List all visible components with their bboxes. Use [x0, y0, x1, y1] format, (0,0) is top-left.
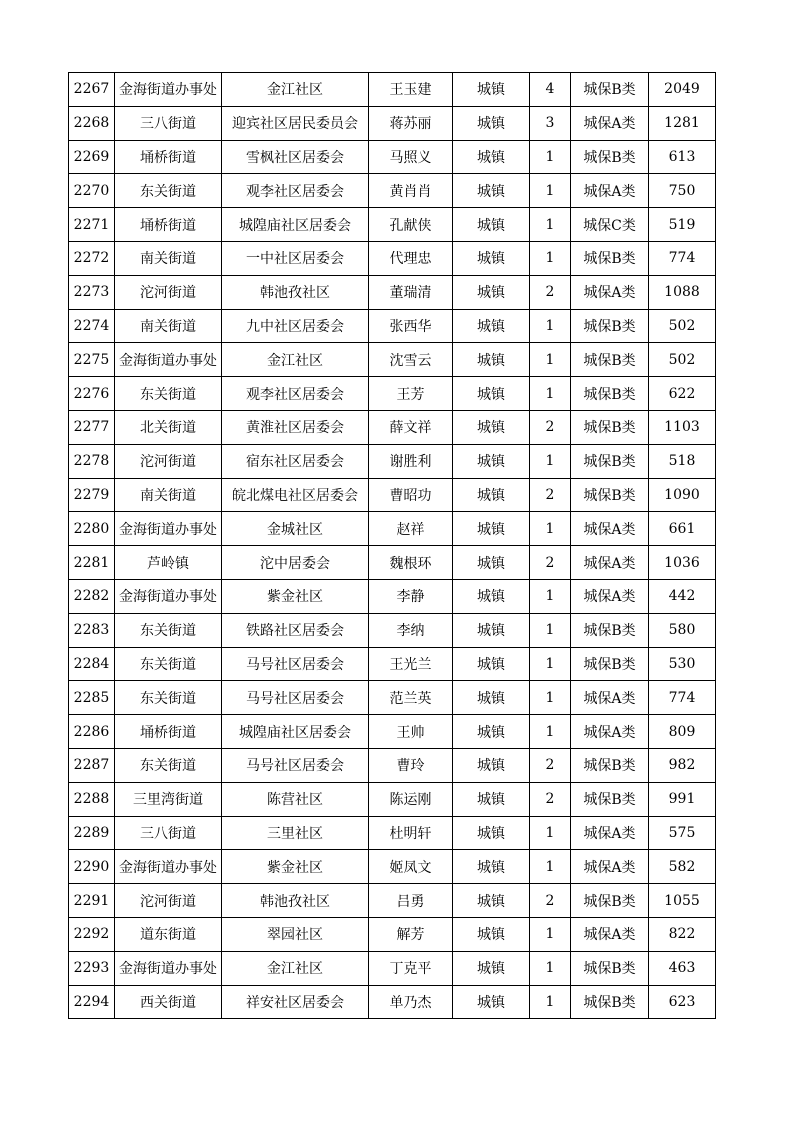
row-number-cell: 2280 [69, 512, 115, 546]
row-number-cell: 2273 [69, 275, 115, 309]
area-type-cell: 城镇 [453, 782, 530, 816]
category-cell: 城保B类 [571, 241, 649, 275]
table-row [69, 343, 716, 377]
community-cell: 祥安社区居委会 [222, 985, 369, 1019]
street-cell: 埇桥街道 [115, 140, 222, 174]
household-count-cell: 1 [530, 647, 571, 681]
category-cell: 城保B类 [571, 444, 649, 478]
area-type-cell: 城镇 [453, 377, 530, 411]
row-number-cell: 2269 [69, 140, 115, 174]
category-cell: 城保B类 [571, 343, 649, 377]
street-cell: 东关街道 [115, 174, 222, 208]
table-row [69, 917, 716, 951]
name-cell: 吕勇 [369, 884, 453, 918]
row-number-cell: 2272 [69, 241, 115, 275]
category-cell: 城保A类 [571, 579, 649, 613]
row-number-cell: 2292 [69, 917, 115, 951]
table-row [69, 884, 716, 918]
table-row [69, 951, 716, 985]
category-cell: 城保B类 [571, 782, 649, 816]
household-count-cell: 2 [530, 275, 571, 309]
table-row [69, 985, 716, 1019]
name-cell: 范兰英 [369, 681, 453, 715]
amount-cell: 774 [649, 241, 716, 275]
amount-cell: 580 [649, 613, 716, 647]
street-cell: 芦岭镇 [115, 546, 222, 580]
household-count-cell: 2 [530, 748, 571, 782]
table-row [69, 816, 716, 850]
name-cell: 谢胜利 [369, 444, 453, 478]
table-row [69, 782, 716, 816]
community-cell: 皖北煤电社区居委会 [222, 478, 369, 512]
community-cell: 马号社区居委会 [222, 681, 369, 715]
amount-cell: 1036 [649, 546, 716, 580]
street-cell: 金海街道办事处 [115, 951, 222, 985]
row-number-cell: 2290 [69, 850, 115, 884]
area-type-cell: 城镇 [453, 579, 530, 613]
name-cell: 陈运刚 [369, 782, 453, 816]
name-cell: 王芳 [369, 377, 453, 411]
name-cell: 李静 [369, 579, 453, 613]
name-cell: 解芳 [369, 917, 453, 951]
row-number-cell: 2274 [69, 309, 115, 343]
category-cell: 城保B类 [571, 985, 649, 1019]
area-type-cell: 城镇 [453, 275, 530, 309]
household-count-cell: 1 [530, 377, 571, 411]
area-type-cell: 城镇 [453, 884, 530, 918]
category-cell: 城保B类 [571, 951, 649, 985]
area-type-cell: 城镇 [453, 174, 530, 208]
amount-cell: 774 [649, 681, 716, 715]
community-cell: 观李社区居委会 [222, 174, 369, 208]
household-count-cell: 1 [530, 985, 571, 1019]
category-cell: 城保B类 [571, 647, 649, 681]
table-row [69, 512, 716, 546]
area-type-cell: 城镇 [453, 850, 530, 884]
table-row [69, 579, 716, 613]
row-number-cell: 2270 [69, 174, 115, 208]
area-type-cell: 城镇 [453, 647, 530, 681]
name-cell: 丁克平 [369, 951, 453, 985]
community-cell: 城隍庙社区居委会 [222, 715, 369, 749]
amount-cell: 530 [649, 647, 716, 681]
area-type-cell: 城镇 [453, 140, 530, 174]
street-cell: 南关街道 [115, 309, 222, 343]
street-cell: 东关街道 [115, 377, 222, 411]
household-count-cell: 1 [530, 140, 571, 174]
community-cell: 金江社区 [222, 951, 369, 985]
area-type-cell: 城镇 [453, 410, 530, 444]
category-cell: 城保A类 [571, 106, 649, 140]
category-cell: 城保B类 [571, 73, 649, 107]
amount-cell: 982 [649, 748, 716, 782]
street-cell: 南关街道 [115, 478, 222, 512]
community-cell: 一中社区居委会 [222, 241, 369, 275]
street-cell: 三八街道 [115, 816, 222, 850]
community-cell: 黄淮社区居委会 [222, 410, 369, 444]
table-row [69, 275, 716, 309]
row-number-cell: 2268 [69, 106, 115, 140]
table-row [69, 208, 716, 242]
name-cell: 董瑞清 [369, 275, 453, 309]
area-type-cell: 城镇 [453, 613, 530, 647]
row-number-cell: 2288 [69, 782, 115, 816]
household-count-cell: 1 [530, 850, 571, 884]
category-cell: 城保B类 [571, 309, 649, 343]
row-number-cell: 2291 [69, 884, 115, 918]
category-cell: 城保A类 [571, 512, 649, 546]
street-cell: 东关街道 [115, 748, 222, 782]
household-count-cell: 1 [530, 444, 571, 478]
community-cell: 九中社区居委会 [222, 309, 369, 343]
area-type-cell: 城镇 [453, 309, 530, 343]
community-cell: 韩池孜社区 [222, 884, 369, 918]
community-cell: 金城社区 [222, 512, 369, 546]
area-type-cell: 城镇 [453, 512, 530, 546]
amount-cell: 1088 [649, 275, 716, 309]
row-number-cell: 2278 [69, 444, 115, 478]
amount-cell: 582 [649, 850, 716, 884]
community-cell: 马号社区居委会 [222, 748, 369, 782]
name-cell: 王玉建 [369, 73, 453, 107]
name-cell: 王光兰 [369, 647, 453, 681]
name-cell: 薛文祥 [369, 410, 453, 444]
row-number-cell: 2277 [69, 410, 115, 444]
table-row [69, 613, 716, 647]
area-type-cell: 城镇 [453, 343, 530, 377]
row-number-cell: 2276 [69, 377, 115, 411]
name-cell: 马照义 [369, 140, 453, 174]
name-cell: 黄肖肖 [369, 174, 453, 208]
amount-cell: 613 [649, 140, 716, 174]
row-number-cell: 2284 [69, 647, 115, 681]
street-cell: 三里湾街道 [115, 782, 222, 816]
table-body [69, 73, 716, 1019]
amount-cell: 661 [649, 512, 716, 546]
street-cell: 南关街道 [115, 241, 222, 275]
street-cell: 沱河街道 [115, 884, 222, 918]
row-number-cell: 2285 [69, 681, 115, 715]
household-count-cell: 1 [530, 241, 571, 275]
name-cell: 姬凤文 [369, 850, 453, 884]
area-type-cell: 城镇 [453, 444, 530, 478]
row-number-cell: 2271 [69, 208, 115, 242]
community-cell: 雪枫社区居委会 [222, 140, 369, 174]
amount-cell: 622 [649, 377, 716, 411]
area-type-cell: 城镇 [453, 106, 530, 140]
street-cell: 金海街道办事处 [115, 512, 222, 546]
name-cell: 赵祥 [369, 512, 453, 546]
category-cell: 城保A类 [571, 681, 649, 715]
category-cell: 城保A类 [571, 917, 649, 951]
name-cell: 李纳 [369, 613, 453, 647]
household-count-cell: 1 [530, 951, 571, 985]
street-cell: 三八街道 [115, 106, 222, 140]
community-cell: 宿东社区居委会 [222, 444, 369, 478]
table-row [69, 174, 716, 208]
household-count-cell: 1 [530, 613, 571, 647]
category-cell: 城保A类 [571, 174, 649, 208]
street-cell: 金海街道办事处 [115, 343, 222, 377]
street-cell: 沱河街道 [115, 275, 222, 309]
street-cell: 东关街道 [115, 647, 222, 681]
row-number-cell: 2287 [69, 748, 115, 782]
row-number-cell: 2283 [69, 613, 115, 647]
amount-cell: 750 [649, 174, 716, 208]
amount-cell: 463 [649, 951, 716, 985]
amount-cell: 809 [649, 715, 716, 749]
area-type-cell: 城镇 [453, 546, 530, 580]
table-row [69, 377, 716, 411]
table-row [69, 241, 716, 275]
community-cell: 观李社区居委会 [222, 377, 369, 411]
name-cell: 杜明轩 [369, 816, 453, 850]
name-cell: 孔献侠 [369, 208, 453, 242]
row-number-cell: 2281 [69, 546, 115, 580]
name-cell: 王帅 [369, 715, 453, 749]
area-type-cell: 城镇 [453, 208, 530, 242]
amount-cell: 442 [649, 579, 716, 613]
amount-cell: 822 [649, 917, 716, 951]
household-count-cell: 1 [530, 715, 571, 749]
amount-cell: 623 [649, 985, 716, 1019]
community-cell: 紫金社区 [222, 579, 369, 613]
table-row [69, 850, 716, 884]
street-cell: 北关街道 [115, 410, 222, 444]
category-cell: 城保B类 [571, 377, 649, 411]
household-count-cell: 2 [530, 410, 571, 444]
household-count-cell: 2 [530, 546, 571, 580]
street-cell: 东关街道 [115, 681, 222, 715]
amount-cell: 518 [649, 444, 716, 478]
table-row [69, 715, 716, 749]
name-cell: 沈雪云 [369, 343, 453, 377]
area-type-cell: 城镇 [453, 478, 530, 512]
category-cell: 城保A类 [571, 275, 649, 309]
table-row [69, 106, 716, 140]
area-type-cell: 城镇 [453, 748, 530, 782]
row-number-cell: 2286 [69, 715, 115, 749]
category-cell: 城保C类 [571, 208, 649, 242]
category-cell: 城保A类 [571, 816, 649, 850]
name-cell: 曹玲 [369, 748, 453, 782]
area-type-cell: 城镇 [453, 917, 530, 951]
table-row [69, 410, 716, 444]
street-cell: 沱河街道 [115, 444, 222, 478]
table-row [69, 140, 716, 174]
street-cell: 东关街道 [115, 613, 222, 647]
household-count-cell: 1 [530, 681, 571, 715]
household-count-cell: 1 [530, 174, 571, 208]
row-number-cell: 2279 [69, 478, 115, 512]
amount-cell: 1103 [649, 410, 716, 444]
street-cell: 金海街道办事处 [115, 579, 222, 613]
name-cell: 单乃杰 [369, 985, 453, 1019]
table-row [69, 748, 716, 782]
amount-cell: 1090 [649, 478, 716, 512]
community-cell: 紫金社区 [222, 850, 369, 884]
name-cell: 魏根环 [369, 546, 453, 580]
amount-cell: 1055 [649, 884, 716, 918]
community-cell: 马号社区居委会 [222, 647, 369, 681]
street-cell: 金海街道办事处 [115, 850, 222, 884]
category-cell: 城保A类 [571, 546, 649, 580]
row-number-cell: 2293 [69, 951, 115, 985]
table-row [69, 444, 716, 478]
household-count-cell: 1 [530, 309, 571, 343]
household-count-cell: 2 [530, 782, 571, 816]
community-cell: 铁路社区居委会 [222, 613, 369, 647]
household-count-cell: 1 [530, 343, 571, 377]
category-cell: 城保B类 [571, 613, 649, 647]
community-cell: 迎宾社区居民委员会 [222, 106, 369, 140]
category-cell: 城保B类 [571, 140, 649, 174]
area-type-cell: 城镇 [453, 985, 530, 1019]
table-row [69, 478, 716, 512]
street-cell: 埇桥街道 [115, 715, 222, 749]
household-count-cell: 1 [530, 208, 571, 242]
area-type-cell: 城镇 [453, 73, 530, 107]
household-count-cell: 1 [530, 816, 571, 850]
category-cell: 城保A类 [571, 715, 649, 749]
category-cell: 城保B类 [571, 410, 649, 444]
row-number-cell: 2282 [69, 579, 115, 613]
household-count-cell: 2 [530, 478, 571, 512]
amount-cell: 2049 [649, 73, 716, 107]
community-cell: 金江社区 [222, 343, 369, 377]
amount-cell: 502 [649, 343, 716, 377]
household-count-cell: 1 [530, 579, 571, 613]
street-cell: 埇桥街道 [115, 208, 222, 242]
name-cell: 张西华 [369, 309, 453, 343]
street-cell: 道东街道 [115, 917, 222, 951]
area-type-cell: 城镇 [453, 816, 530, 850]
area-type-cell: 城镇 [453, 951, 530, 985]
table-row [69, 546, 716, 580]
name-cell: 蒋苏丽 [369, 106, 453, 140]
amount-cell: 991 [649, 782, 716, 816]
community-cell: 城隍庙社区居委会 [222, 208, 369, 242]
household-count-cell: 1 [530, 917, 571, 951]
name-cell: 代理忠 [369, 241, 453, 275]
community-cell: 韩池孜社区 [222, 275, 369, 309]
category-cell: 城保A类 [571, 850, 649, 884]
amount-cell: 502 [649, 309, 716, 343]
beneficiary-table [68, 72, 716, 1019]
amount-cell: 575 [649, 816, 716, 850]
amount-cell: 1281 [649, 106, 716, 140]
household-count-cell: 1 [530, 512, 571, 546]
amount-cell: 519 [649, 208, 716, 242]
row-number-cell: 2294 [69, 985, 115, 1019]
community-cell: 陈营社区 [222, 782, 369, 816]
row-number-cell: 2289 [69, 816, 115, 850]
community-cell: 三里社区 [222, 816, 369, 850]
community-cell: 金江社区 [222, 73, 369, 107]
name-cell: 曹昭功 [369, 478, 453, 512]
area-type-cell: 城镇 [453, 681, 530, 715]
street-cell: 金海街道办事处 [115, 73, 222, 107]
category-cell: 城保B类 [571, 884, 649, 918]
category-cell: 城保B类 [571, 478, 649, 512]
household-count-cell: 4 [530, 73, 571, 107]
table-row [69, 309, 716, 343]
community-cell: 翠园社区 [222, 917, 369, 951]
household-count-cell: 3 [530, 106, 571, 140]
row-number-cell: 2267 [69, 73, 115, 107]
area-type-cell: 城镇 [453, 715, 530, 749]
household-count-cell: 2 [530, 884, 571, 918]
table-row [69, 681, 716, 715]
table-row [69, 647, 716, 681]
street-cell: 西关街道 [115, 985, 222, 1019]
row-number-cell: 2275 [69, 343, 115, 377]
community-cell: 沱中居委会 [222, 546, 369, 580]
table-row [69, 73, 716, 107]
category-cell: 城保B类 [571, 748, 649, 782]
area-type-cell: 城镇 [453, 241, 530, 275]
